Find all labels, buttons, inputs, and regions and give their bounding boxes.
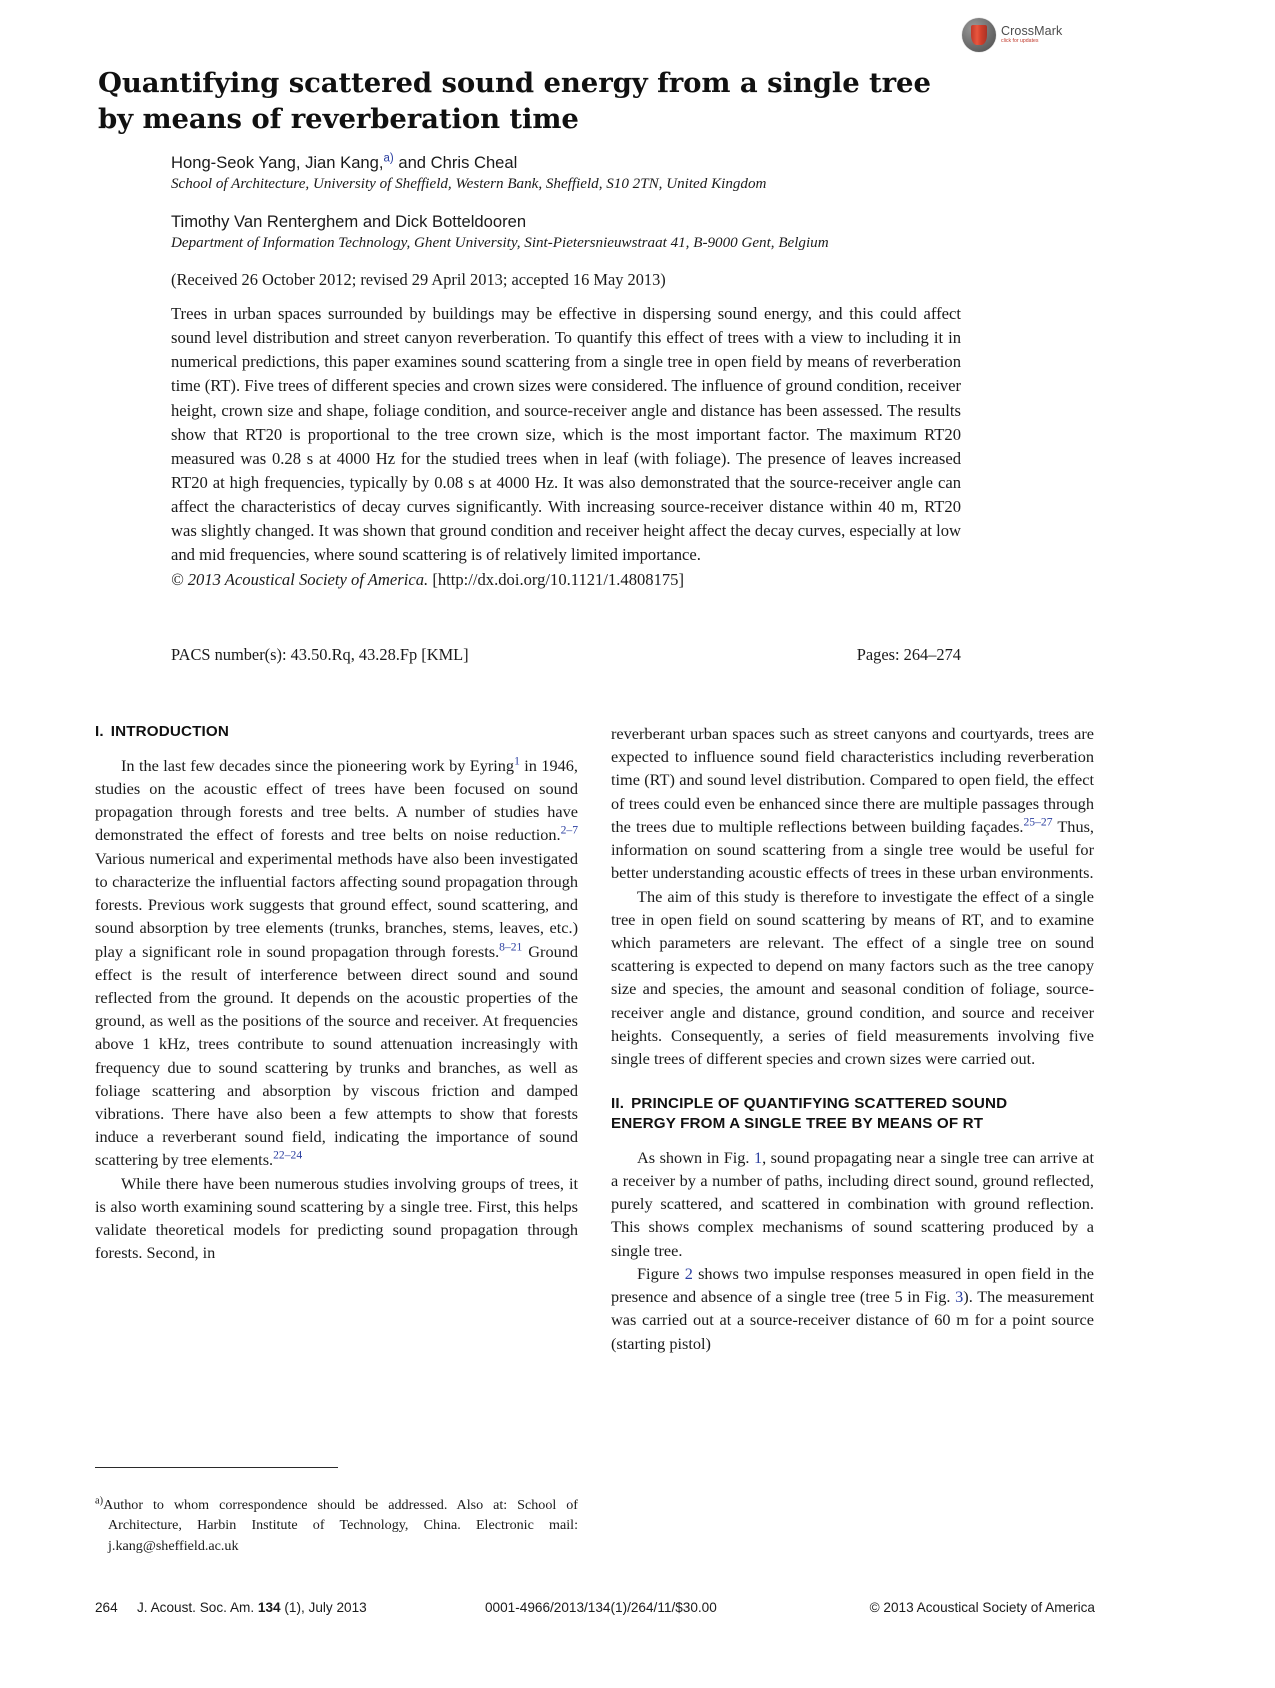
crossmark-sublabel: click for updates bbox=[1001, 38, 1039, 45]
right-p4-c: ). The measurement was carried out at a source-receiver distance of 60 m for a point source (starting pistol) bbox=[611, 1287, 1094, 1353]
right-text-a: reverberant urban spaces such as street canyons and courtyards, trees are expected to influence sound field characteristics including reverberation time (RT) and sound level distribution. Compared to open field, the effect of trees could even be enhanced since there are multiple passages through the trees due to multiple reflections between building façades. bbox=[611, 724, 1094, 836]
section-number-2: II. bbox=[611, 1095, 625, 1113]
footnote-marker: a) bbox=[95, 1495, 104, 1507]
abstract-copyright-line bbox=[171, 570, 684, 589]
figure-link-2[interactable]: 2 bbox=[684, 1263, 693, 1283]
right-p3-a: As shown in Fig. bbox=[637, 1147, 754, 1167]
abstract-doi[interactable]: [http://dx.doi.org/10.1121/1.4808175] bbox=[432, 569, 684, 589]
citation-ref-25-27[interactable]: 25–27 bbox=[1023, 815, 1053, 829]
footnote bbox=[95, 1495, 578, 1556]
paragraph-right-3 bbox=[611, 1146, 1094, 1262]
pacs-numbers: PACS number(s): 43.50.Rq, 43.28.Fp [KML] bbox=[171, 645, 469, 664]
right-p4-b: shows two impulse responses measured in open field in the presence and absence of a single tree (tree 5 in Fig. bbox=[611, 1263, 1095, 1307]
intro-text-d: Ground effect is the result of interference between direct sound and sound reflected from the ground. It depends on the acoustic properties of the ground, as well as the positions of the source and receiver. At frequencies above 1 kHz, trees contribute to sound attenuation increasingly with frequency due to sound scattering by trunks and branches, as well as foliage scattering and absorption by viscous friction and damped vibrations. There have also been a few attempts to show that forests induce a reverberant sound field, indicating the importance of sound scattering by tree elements. bbox=[95, 941, 579, 1170]
abstract bbox=[171, 302, 961, 592]
paragraph-intro-2: While there have been numerous studies involving groups of trees, it is also worth examining sound scattering by a single tree. First, this helps validate theoretical models for predicting sound propagation through forests. Second, in bbox=[95, 1173, 578, 1263]
abstract-copyright: © 2013 Acoustical Society of America. bbox=[171, 569, 429, 589]
page-title bbox=[98, 65, 978, 138]
right-p4-a: Figure bbox=[637, 1263, 685, 1283]
paragraph-intro-1 bbox=[95, 754, 578, 1172]
right-p3-b: , sound propagating near a single tree can arrive at a receiver by a number of paths, including direct sound, ground reflected, purely scattered, and scattered in combination with ground reflection. This shows complex mechanisms of sound scattering produced by a single tree. bbox=[611, 1147, 1094, 1260]
figure-link-3[interactable]: 3 bbox=[955, 1287, 964, 1307]
paragraph-right-1 bbox=[611, 722, 1094, 885]
citation-ref-22-24[interactable]: 22–24 bbox=[273, 1149, 303, 1163]
section-title-2-line1: PRINCIPLE OF QUANTIFYING SCATTERED SOUND bbox=[631, 1095, 1008, 1113]
author-footnote-marker[interactable]: a) bbox=[383, 152, 394, 165]
footnote-divider bbox=[95, 1467, 338, 1468]
citation-ref-1[interactable]: 1 bbox=[514, 754, 520, 768]
intro-text-b: in 1946, studies on the acoustic effect of trees have been focused on sound propagation through forests and tree belts. A number of studies have demonstrated the effect of forests and tree belts on noise reduction. bbox=[95, 755, 578, 845]
footnote-body bbox=[95, 1495, 578, 1556]
title-line-2: by means of reverberation time bbox=[98, 103, 579, 136]
title-line-1: Quantifying scattered sound energy from a single tree bbox=[98, 67, 931, 99]
crossmark-logo-icon bbox=[962, 18, 996, 52]
crossmark-label: CrossMark bbox=[1001, 24, 1063, 39]
abstract-text: Trees in urban spaces surrounded by buildings may be effective in dispersing sound energy, and this could affect sound level distribution and street canyon reverberation. To quantify this effect of trees with a view to including it in numerical predictions, this paper examines sound scattering from a single tree in open field by means of reverberation time (RT). Five trees of different species and crown sizes were considered. The influence of ground condition, receiver height, crown size and shape, foliage condition, and source-receiver angle and distance has been assessed. The results show that RT20 is proportional to the tree crown size, which is the most important factor. The maximum RT20 measured was 0.28 s at 4000 Hz for the studied trees when in leaf (with foliage). The presence of leaves increased RT20 at high frequencies, typically by 0.08 s at 4000 Hz. It was also demonstrated that the source-receiver angle can affect the characteristics of decay curves significantly. With increasing source-receiver distance within 40 m, RT20 was slightly changed. It was shown that ground condition and receiver height affect the decay curves, especially at low and mid frequencies, where sound scattering is of relatively limited importance. bbox=[171, 304, 961, 565]
page-footer bbox=[95, 1600, 1095, 1615]
affiliation-1: School of Architecture, University of Sheffield, Western Bank, Sheffield, S10 2TN, United Kingdom bbox=[171, 175, 767, 192]
pacs-row bbox=[171, 645, 961, 665]
right-text-b: Thus, information on sound scattering from a single tree would be useful for better understanding acoustic effects of trees in these urban environments. bbox=[611, 816, 1094, 883]
column-right bbox=[611, 722, 1094, 1355]
footer-copyright: © 2013 Acoustical Society of America bbox=[869, 1600, 1095, 1615]
intro-text-a: In the last few decades since the pioneering work by Eyring bbox=[121, 755, 515, 775]
paragraph-right-4 bbox=[611, 1262, 1094, 1355]
footer-journal-name: J. Acoust. Soc. Am. bbox=[137, 1600, 258, 1615]
author-names-1b: and Chris Cheal bbox=[393, 153, 518, 172]
citation-ref-8-21[interactable]: 8–21 bbox=[499, 940, 523, 954]
author-names-1a: Hong-Seok Yang, Jian Kang, bbox=[171, 153, 384, 172]
footer-journal-citation bbox=[137, 1600, 367, 1615]
footnote-text: Author to whom correspondence should be addressed. Also at: School of Architecture, Harbin Institute of Technology, China. Electronic mail: j.kang@sheffield.ac.uk bbox=[103, 1497, 578, 1554]
crossmark-text bbox=[1001, 25, 1062, 45]
footer-journal-volume: 134 bbox=[257, 1600, 281, 1615]
received-dates: (Received 26 October 2012; revised 29 April 2013; accepted 16 May 2013) bbox=[171, 270, 666, 290]
citation-ref-2-7[interactable]: 2–7 bbox=[560, 823, 578, 837]
footer-issn-code: 0001-4966/2013/134(1)/264/11/$30.00 bbox=[485, 1600, 717, 1615]
intro-text-c: Various numerical and experimental methods have also been investigated to characterize the influential factors affecting sound propagation through forests. Previous work suggests that ground effect, sound scattering, and sound absorption by tree elements (trunks, branches, stems, leaves, etc.) play a significant role in sound propagation through forests. bbox=[95, 848, 578, 961]
section-title-2-line2: ENERGY FROM A SINGLE TREE BY MEANS OF RT bbox=[611, 1115, 984, 1133]
crossmark-badge[interactable] bbox=[962, 14, 1062, 56]
section-title-1: INTRODUCTION bbox=[110, 723, 229, 740]
column-left bbox=[95, 722, 578, 1265]
footer-page-number: 264 bbox=[95, 1600, 118, 1615]
page-range: Pages: 264–274 bbox=[856, 645, 961, 664]
body-columns bbox=[95, 722, 1095, 1532]
footer-journal-issue: (1), July 2013 bbox=[280, 1600, 367, 1615]
author-group-1-names bbox=[171, 152, 971, 174]
paragraph-right-2: The aim of this study is therefore to investigate the effect of a single tree in open field on sound scattering by means of RT, and to examine which parameters are relevant. The effect of a single tree on sound scattering is expected to depend on many factors such as the tree canopy size and species, the amount and seasonal condition of foliage, source-receiver angle and distance, ground condition, and source and receiver heights. Consequently, a series of field measurements involving five single trees of different species and crown sizes were carried out. bbox=[611, 886, 1094, 1069]
section-heading-introduction bbox=[95, 722, 578, 742]
figure-link-1[interactable]: 1 bbox=[753, 1147, 763, 1167]
author-group-2-names: Timothy Van Renterghem and Dick Botteldooren bbox=[171, 212, 527, 232]
author-block bbox=[171, 152, 971, 290]
section-heading-principle bbox=[611, 1094, 1094, 1134]
affiliation-2: Department of Information Technology, Ghent University, Sint-Pietersnieuwstraat 41, B-9000 Gent, Belgium bbox=[171, 234, 829, 251]
section-number-1: I. bbox=[95, 723, 104, 740]
